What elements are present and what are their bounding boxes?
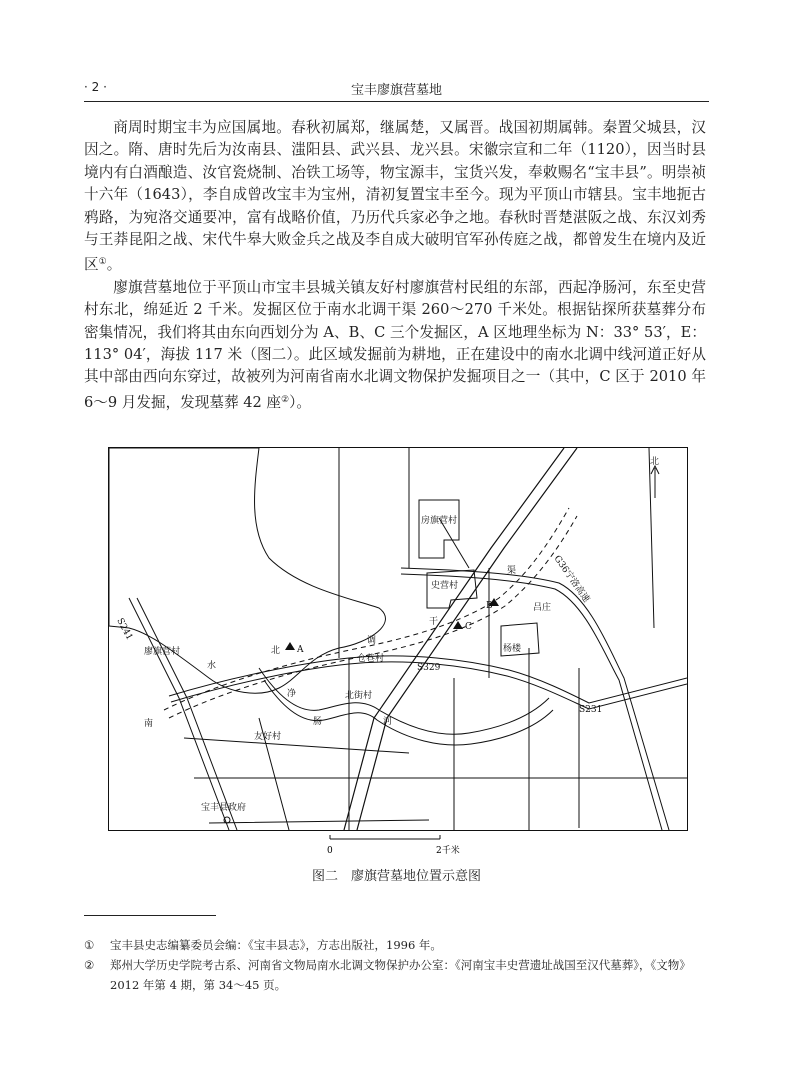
paragraph-1-text: 商周时期宝丰为应国属地。春秋初属郑，继属楚，又属晋。战国初期属韩。秦置父城县，汉因之。隋、唐时先后为汝南县、滍阳县、武兴县、龙兴县。宋徽宗宣和二年（1120），因当时县境内有白酒酿造、汝官瓷烧制、冶铁工场等，物宝源丰，宝货兴发，奉敕赐名“宝丰县”。明崇祯十六年（1643），李自成曾改宝丰为宝州，清初复置宝丰至今。现为平顶山市辖县。宝丰地扼古鸦路，为宛洛交通要冲，富有战略价值，乃历代兵家必争之地。春秋时晋楚湛阪之战、东汉刘秀与王莽昆阳之战、宋代牛皋大败金兵之战及李自成大破明官军孙传庭之战，都曾发生在境内及近区 bbox=[84, 119, 706, 274]
running-title: 宝丰廖旗营墓地 bbox=[350, 83, 442, 98]
footnotes bbox=[84, 935, 706, 995]
label-s231: S231 bbox=[579, 705, 603, 715]
footnote-2-text: 郑州大学历史学院考古系、河南省文物局南水北调文物保护办公室：《河南宝丰史营遗址战国至汉代墓葬》，《文物》2012 年第 4 期，第 34～45 页。 bbox=[110, 958, 691, 992]
label-s241: S241 bbox=[114, 616, 135, 643]
canal-char-1: 南 bbox=[144, 719, 154, 729]
canal-char-5: 干 bbox=[429, 617, 439, 627]
page-number: · 2 · bbox=[84, 80, 107, 94]
footnote-1 bbox=[84, 935, 706, 955]
label-cangxiang: 仓巷村 bbox=[357, 654, 385, 664]
label-fangqiying: 房旗营村 bbox=[421, 516, 458, 526]
footnote-1-mark: ① bbox=[84, 938, 95, 952]
canal-char-6: 渠 bbox=[507, 566, 517, 576]
canal-char-2: 水 bbox=[207, 661, 217, 671]
label-lvzhuang: 吕庄 bbox=[533, 603, 552, 613]
paragraph-2 bbox=[84, 277, 706, 414]
s241-road bbox=[129, 598, 229, 830]
label-beijie: 北街村 bbox=[345, 691, 373, 701]
canal bbox=[164, 508, 569, 710]
paragraph-1-end: 。 bbox=[106, 256, 122, 274]
river-char-2: 肠 bbox=[313, 717, 323, 727]
site-label-c: C bbox=[465, 622, 472, 632]
site-marker-a bbox=[285, 642, 295, 650]
site-label-b: B bbox=[486, 601, 493, 611]
location-map bbox=[108, 447, 688, 831]
paragraph-2-text: 廖旗营墓地位于平顶山市宝丰县城关镇友好村廖旗营村民组的东部，西起净肠河，东至史营村东北，绵延近 2 千米。发掘区位于南水北调干渠 260～270 千米处。根据钻探所获墓葬分布密集情况，我们将其由东向西划分为 A、B、C 三个发掘区，A 区地理坐标为 N：33° 53′，E：113° 04′，海拔 117 米（图二）。此区域发掘前为耕地，正在建设中的南水北调中线河道正好从其中部由西向东穿过，故被列为河南省南水北调文物保护发掘项目之一（其中，C 区于 2010 年 6～9 月发掘，发现墓葬 42 座 bbox=[84, 278, 706, 411]
river-char-3: 河 bbox=[383, 717, 393, 727]
paragraph-1 bbox=[84, 117, 706, 277]
map-svg bbox=[109, 448, 687, 830]
footnote-1-text: 宝丰县史志编纂委员会编：《宝丰县志》，方志出版社，1996 年。 bbox=[110, 938, 442, 952]
grid-roads bbox=[184, 448, 687, 830]
label-youhao: 友好村 bbox=[254, 732, 282, 742]
river-char-1: 净 bbox=[287, 689, 297, 699]
body-text bbox=[84, 117, 706, 414]
river bbox=[259, 668, 549, 734]
figure-caption: 图二 廖旗营墓地位置示意图 bbox=[311, 869, 481, 884]
label-gov: 宝丰县政府 bbox=[201, 803, 247, 813]
scale-end: 2千米 bbox=[436, 846, 460, 856]
footnote-2 bbox=[84, 955, 706, 995]
label-liaoqiying: 廖旗营村 bbox=[144, 647, 181, 657]
label-s329: S329 bbox=[417, 663, 441, 673]
footnote-2-mark: ② bbox=[84, 958, 95, 972]
footnote-ref-1[interactable]: ① bbox=[98, 257, 107, 268]
site-marker-c bbox=[453, 621, 463, 629]
paragraph-2-end: ）。 bbox=[289, 393, 311, 411]
north-label: 北 bbox=[650, 457, 660, 467]
village-block-fangqi bbox=[419, 500, 459, 558]
site-label-a: A bbox=[297, 645, 304, 655]
label-yanglou: 杨楼 bbox=[503, 644, 522, 654]
canal-char-3: 北 bbox=[271, 646, 281, 656]
scale-bar-svg bbox=[320, 831, 480, 861]
page-header bbox=[84, 78, 709, 102]
scale-zero: 0 bbox=[327, 846, 333, 856]
scale-bar bbox=[320, 831, 480, 861]
header-rule bbox=[84, 101, 709, 102]
label-g36: G36宁洛高速 bbox=[551, 553, 592, 605]
canal-char-4: 调 bbox=[367, 636, 377, 646]
footnote-rule bbox=[84, 915, 216, 916]
label-shiying: 史营村 bbox=[431, 581, 459, 591]
footnote-ref-2[interactable]: ② bbox=[281, 394, 290, 405]
